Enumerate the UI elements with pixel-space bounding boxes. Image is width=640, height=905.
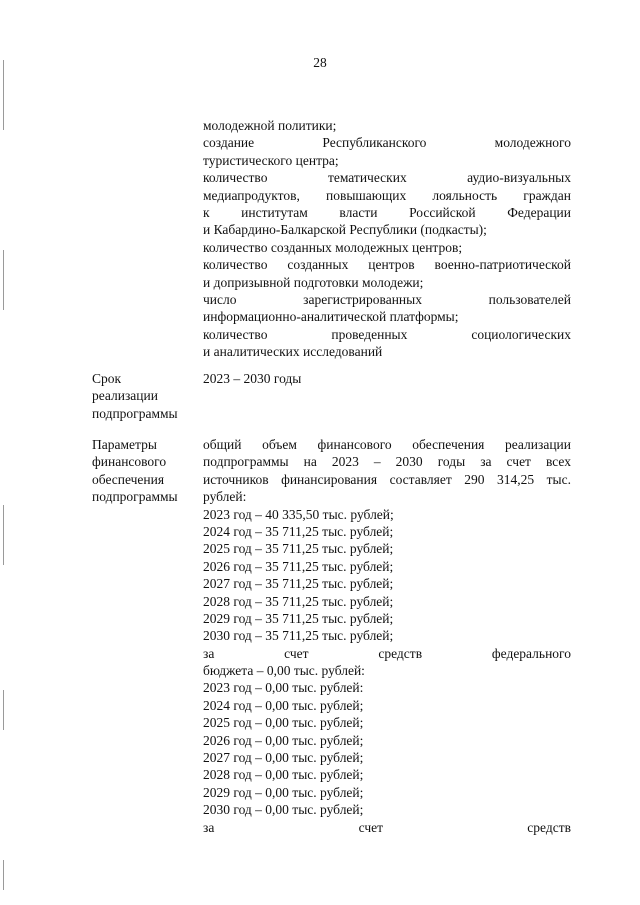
funding-line: 2023 год – 40 335,50 тыс. рублей; xyxy=(203,506,394,522)
funding-line: за счет средств xyxy=(203,819,571,835)
term-value-block xyxy=(203,370,571,387)
funding-line: бюджета – 0,00 тыс. рублей: xyxy=(203,663,365,679)
funding-label-line: подпрограммы xyxy=(92,489,178,505)
funding-line: за счет средств федерального xyxy=(203,645,571,661)
target-indicator-line: медиапродуктов, повышающих лояльность граждан xyxy=(203,187,571,203)
target-indicator-line: и Кабардино-Балкарской Республики (подкасты); xyxy=(203,222,487,238)
target-indicator-line: молодежной политики; xyxy=(203,118,337,133)
funding-label-line: Параметры xyxy=(92,437,157,452)
target-indicator-line: информационно-аналитической платформы; xyxy=(203,309,459,325)
target-indicator-line: число зарегистрированных пользователей xyxy=(203,291,571,307)
funding-line: 2028 год – 35 711,25 тыс. рублей; xyxy=(203,593,394,609)
page-number: 28 xyxy=(313,55,327,70)
funding-line: 2029 год – 0,00 тыс. рублей; xyxy=(203,784,364,800)
funding-line: 2026 год – 0,00 тыс. рублей; xyxy=(203,732,364,748)
funding-label-line: финансового xyxy=(92,454,167,470)
funding-line: 2025 год – 35 711,25 тыс. рублей; xyxy=(203,541,394,557)
funding-line: 2023 год – 0,00 тыс. рублей: xyxy=(203,680,364,696)
target-indicator-line: создание Республиканского молодежного xyxy=(203,135,571,151)
funding-line: 2027 год – 0,00 тыс. рублей; xyxy=(203,750,364,766)
funding-line: источников финансирования составляет 290 314,25 тыс. xyxy=(203,471,571,487)
funding-line: 2025 год – 0,00 тыс. рублей; xyxy=(203,715,364,731)
term-label-line: Срок xyxy=(92,371,122,386)
funding-line: 2030 год – 0,00 тыс. рублей; xyxy=(203,802,364,818)
funding-line: 2024 год – 0,00 тыс. рублей; xyxy=(203,697,364,713)
funding-line: подпрограммы на 2023 – 2030 годы за счет всех xyxy=(203,454,571,470)
target-indicator-line: к институтам власти Российской Федерации xyxy=(203,204,571,220)
target-indicator-line: количество тематических аудио-визуальных xyxy=(203,170,571,186)
funding-line: 2026 год – 35 711,25 тыс. рублей; xyxy=(203,558,394,574)
funding-line: 2028 год – 0,00 тыс. рублей; xyxy=(203,767,364,783)
target-indicator-line: туристического центра; xyxy=(203,152,339,168)
target-indicator-line: количество проведенных социологических xyxy=(203,326,571,342)
target-indicator-line: и аналитических исследований xyxy=(203,344,383,360)
funding-label-line: обеспечения xyxy=(92,471,165,487)
funding-line: 2024 год – 35 711,25 тыс. рублей; xyxy=(203,523,394,539)
target-indicator-line: количество созданных центров военно-патриотической xyxy=(203,257,571,273)
target-indicator-line: количество созданных молодежных центров; xyxy=(203,239,463,255)
term-label xyxy=(92,370,196,422)
term-value: 2023 – 2030 годы xyxy=(203,371,302,386)
funding-line: рублей: xyxy=(203,489,247,505)
funding-line: 2029 год – 35 711,25 тыс. рублей; xyxy=(203,610,394,626)
term-label-line: реализации xyxy=(92,388,158,404)
term-label-line: подпрограммы xyxy=(92,405,178,421)
funding-line: общий объем финансового обеспечения реализации xyxy=(203,437,571,452)
funding-line: 2030 год – 35 711,25 тыс. рублей; xyxy=(203,628,394,644)
target-indicators-list xyxy=(203,117,571,360)
funding-line: 2027 год – 35 711,25 тыс. рублей; xyxy=(203,576,394,592)
target-indicator-line: и допризывной подготовки молодежи; xyxy=(203,274,424,290)
funding-details xyxy=(203,436,571,836)
scan-margin-marks xyxy=(3,0,5,905)
funding-label xyxy=(92,436,196,506)
